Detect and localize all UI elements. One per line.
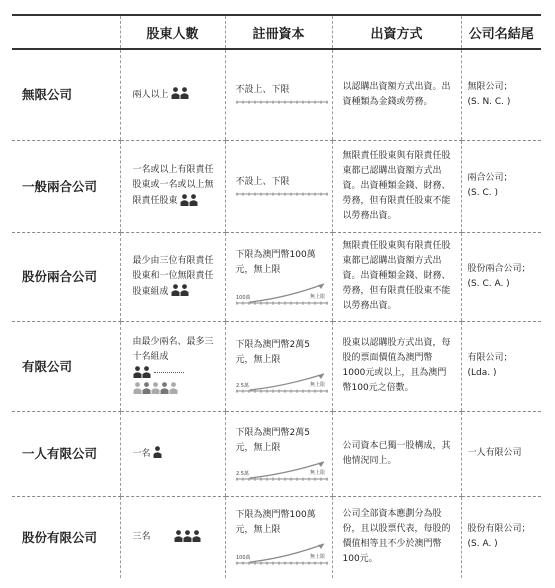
shareholders-cell — [120, 49, 225, 140]
person-icon — [181, 87, 189, 99]
capital-gauge-arrow-icon — [236, 280, 328, 306]
shareholders-cell — [120, 321, 225, 411]
shareholders-text: 一名 — [132, 448, 151, 459]
shareholders-text: 由最少兩名、最多三十名組成 — [132, 337, 214, 362]
name-suffix-abbr: (S. N. C. ) — [467, 96, 511, 107]
name-suffix: 股份兩合公司； — [467, 263, 531, 274]
name-suffix: 股份有限公司； — [467, 524, 531, 535]
capital-cell — [225, 232, 332, 321]
header-shareholders: 股東人數 — [120, 15, 225, 49]
table-row — [12, 232, 541, 321]
capital-gauge-arrow-icon — [236, 458, 328, 482]
contribution-method-text: 公司資本已獨一股構成，其他情況同上。 — [332, 411, 461, 496]
header-registered-capital: 註冊資本 — [225, 15, 332, 49]
shareholders-cell — [120, 232, 225, 321]
person-icon — [193, 530, 201, 542]
company-type: 股份有限公司 — [22, 529, 98, 545]
person-icon — [190, 194, 198, 206]
name-suffix-cell — [461, 232, 541, 321]
person-crowd-icon — [133, 381, 179, 396]
dotted-range-line — [154, 372, 184, 373]
shareholders-cell — [120, 411, 225, 496]
gauge-max-label: 無上限 — [309, 382, 325, 388]
capital-cell — [225, 140, 332, 232]
person-icon — [172, 87, 180, 99]
capital-gauge-arrow-icon — [236, 370, 328, 394]
shareholders-text: 一名或以上有限責任股東或一名或以上無限責任股東 — [132, 165, 214, 206]
name-suffix-cell — [461, 321, 541, 411]
person-icon — [181, 284, 189, 296]
name-suffix-cell — [461, 496, 541, 578]
gauge-min-label: 100萬 — [235, 294, 251, 301]
company-type: 無限公司 — [12, 49, 120, 140]
capital-cell — [225, 321, 332, 411]
gauge-max-label: 無上限 — [309, 293, 325, 300]
person-icon — [169, 382, 177, 394]
company-type: 一人有限公司 — [12, 411, 120, 496]
shareholders-cell — [120, 140, 225, 232]
shareholders-text: 三名 — [132, 532, 151, 543]
table-row — [12, 140, 541, 232]
person-icon — [184, 530, 192, 542]
capital-text: 不設上、下限 — [235, 176, 290, 187]
table-row — [12, 411, 541, 496]
shareholders-range-icon — [133, 365, 219, 397]
company-types-table-container — [12, 14, 541, 577]
person-group-icon — [133, 365, 152, 380]
contribution-method-text: 股東以認購股方式出資，每股的票面價值為澳門幣1000元或以上，且為澳門幣100元之倍數。 — [332, 321, 461, 411]
gauge-max-label: 無上限 — [309, 554, 325, 561]
name-suffix: 有限公司； — [467, 353, 513, 363]
contribution-method-text: 無限責任股東與有限責任股東都已認購出資額方式出資。出資種類金錢、財務、勞務，但有限責任股東不能以勞務出資。 — [332, 140, 461, 232]
person-group-icon — [180, 193, 199, 208]
capital-gauge-arrow-icon — [236, 540, 328, 566]
name-suffix-cell — [461, 49, 541, 140]
person-icon — [153, 446, 163, 461]
capital-cell — [225, 496, 332, 578]
header-empty — [12, 15, 120, 49]
capital-text: 不設上、下限 — [235, 85, 290, 96]
person-icon — [181, 194, 189, 206]
capital-text: 下限為澳門幣2萬5元，無上限 — [235, 340, 310, 365]
person-icon — [151, 382, 159, 394]
header-name-suffix: 公司名結尾 — [461, 15, 541, 49]
person-icon — [133, 366, 141, 378]
name-suffix-abbr: (S. C. A. ) — [467, 278, 510, 289]
shareholders-cell — [120, 496, 225, 578]
capital-text: 下限為澳門幣100萬元，無上限 — [235, 249, 316, 275]
capital-text: 下限為澳門幣2萬5元，無上限 — [235, 427, 310, 453]
capital-baseline-icon — [236, 192, 328, 198]
contribution-method-text: 以認購出資額方式出資。出資種類為金錢或勞務。 — [332, 49, 461, 140]
name-suffix-abbr: (S. A. ) — [467, 539, 498, 550]
gauge-min-label: 2.5萬 — [235, 383, 249, 389]
person-icon — [142, 366, 150, 378]
person-group-icon — [171, 284, 190, 299]
person-group-icon — [171, 87, 190, 102]
person-icon — [175, 530, 183, 542]
capital-cell — [225, 49, 332, 140]
company-types-table — [12, 14, 541, 578]
gauge-min-label: 100萬 — [235, 555, 251, 562]
gauge-min-label: 2.5萬 — [235, 470, 249, 477]
person-icon — [154, 446, 162, 458]
name-suffix: 兩合公司； — [467, 173, 513, 183]
table-row — [12, 49, 541, 140]
company-type: 有限公司 — [12, 321, 120, 411]
person-group-icon — [174, 529, 202, 544]
gauge-max-label: 無上限 — [309, 469, 325, 476]
name-suffix: 無限公司； — [467, 81, 513, 92]
header-row — [12, 15, 541, 49]
shareholders-text: 兩人以上 — [132, 89, 169, 100]
name-suffix: 一人有限公司 — [467, 448, 522, 458]
shareholders-text: 最少由三位有限責任股東和一位無限責任股東組成 — [132, 255, 214, 297]
table-row — [12, 496, 541, 578]
person-icon — [142, 382, 150, 394]
person-icon — [172, 284, 180, 296]
person-icon — [133, 382, 141, 394]
table-row — [12, 321, 541, 411]
name-suffix-abbr: (S. C. ) — [467, 188, 498, 198]
header-contribution-method: 出資方式 — [332, 15, 461, 49]
person-icon — [160, 382, 168, 394]
capital-cell — [225, 411, 332, 496]
name-suffix-cell — [461, 140, 541, 232]
contribution-method-text: 公司全部資本應劃分為股份，且以股票代表，每股的價值相等且不少於澳門幣100元。 — [332, 496, 461, 578]
capital-text: 下限為澳門幣100萬元，無上限 — [235, 510, 316, 536]
capital-baseline-icon — [236, 100, 328, 106]
company-type: 股份兩合公司 — [12, 232, 120, 321]
company-type: 一般兩合公司 — [12, 140, 120, 232]
name-suffix-cell — [461, 411, 541, 496]
name-suffix-abbr: (Lda. ) — [467, 368, 497, 378]
contribution-method-text: 無限責任股東與有限責任股東都已認購出資額方式出資。出資種類金錢、財務、勞務，但有限責任股東不能以勞務出資。 — [332, 232, 461, 321]
